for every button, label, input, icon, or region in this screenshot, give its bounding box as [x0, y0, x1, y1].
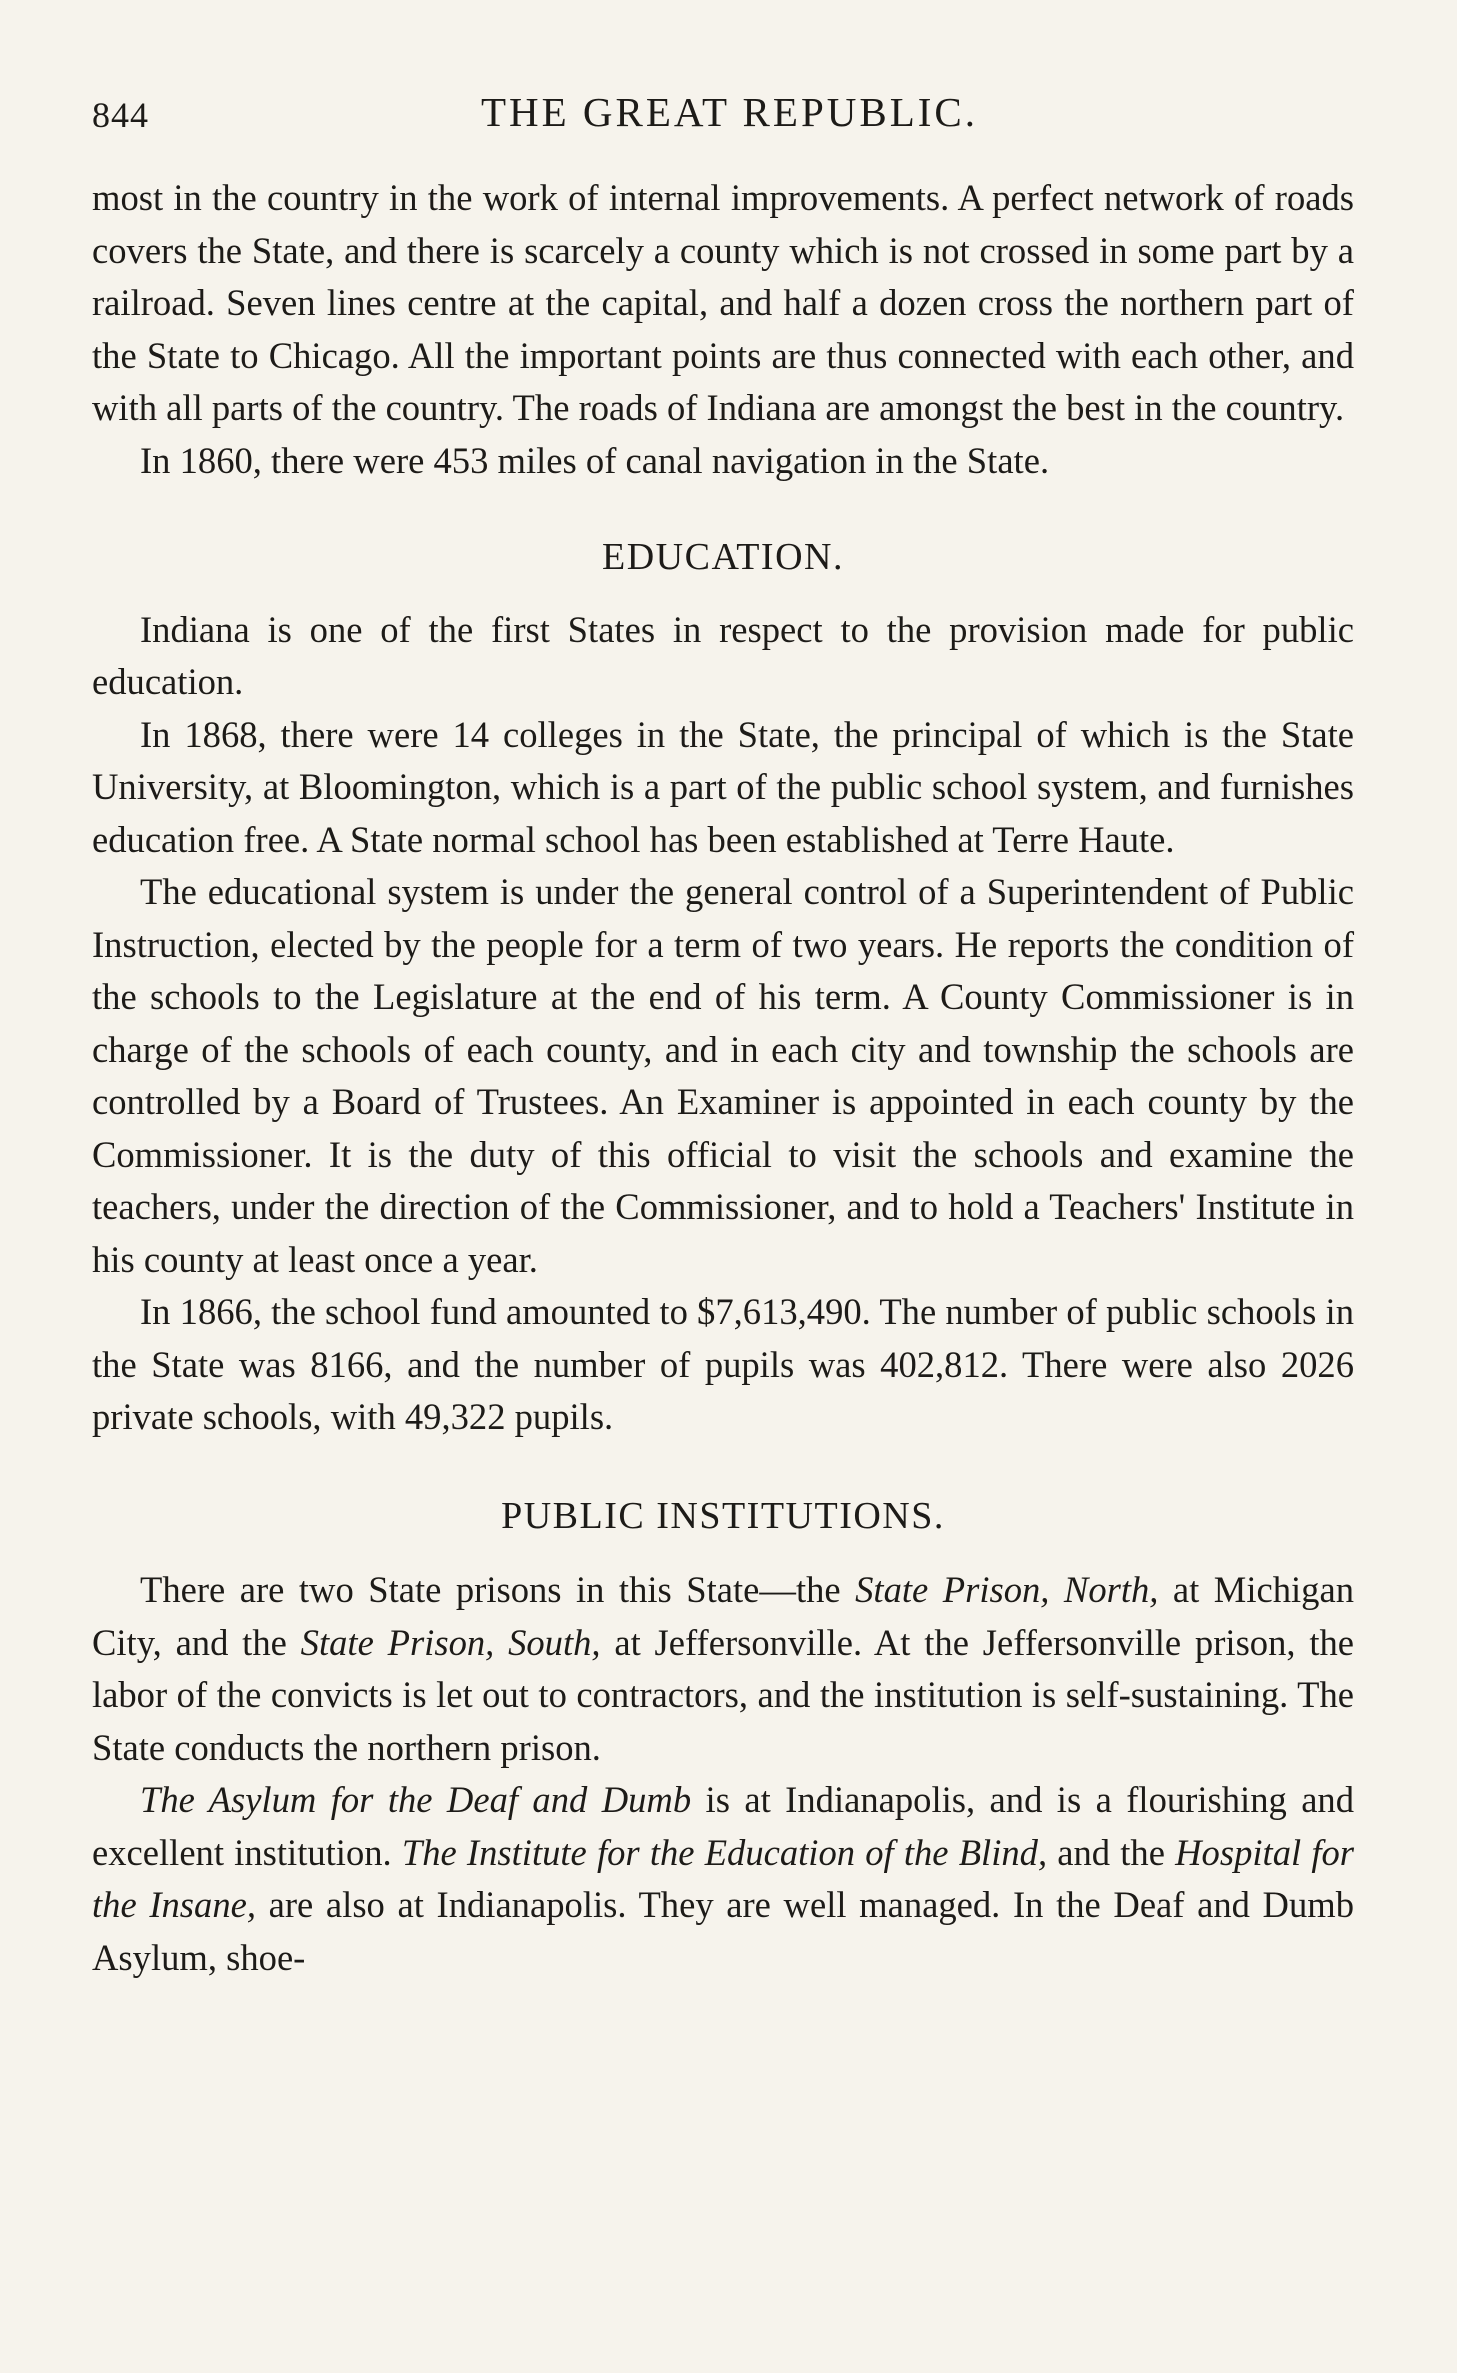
italic-run: The Asylum for the Deaf and Dumb — [140, 1779, 692, 1820]
section-heading-public-institutions: PUBLIC INSTITUTIONS. — [501, 1494, 945, 1537]
text-run: is at Indianapolis, and is a flourishing and excellent institution. — [92, 1779, 1355, 1873]
paragraph: most in the country in the work of internal improvements. A perfect network of roads covers the State, and there is scarcely a county which is not crossed in some part by a railroad. Seven lines centre at the capital, and half a dozen cross the northern part of the State to Chicago. All the important points are thus connected with each other, and with all parts of the country. The roads of Indiana are amongst the best in the country. — [92, 177, 1354, 428]
text-run: and the — [1047, 1831, 1176, 1873]
page-number: 844 — [92, 95, 149, 135]
paragraph: In 1860, there were 453 miles of canal navigation in the State. — [140, 439, 1050, 481]
paragraph — [92, 1564, 1354, 1774]
italic-run: The Institute for the Education of the Blind, — [401, 1831, 1048, 1873]
text-run: at Jeffersonville. At the Jeffersonville prison, the labor of the convicts is let out to contractors, and the institution is self-sustaining. The State conducts the northern prison. — [92, 1621, 1355, 1768]
running-title: THE GREAT REPUBLIC. — [480, 89, 978, 135]
text-run: There are two State prisons in this State—the — [140, 1569, 856, 1610]
running-head — [92, 88, 1367, 140]
text-run: at Michigan City, and the — [92, 1569, 1354, 1663]
italic-run: State Prison, South, — [300, 1621, 601, 1663]
paragraph: In 1866, the school fund amounted to $7,613,490. The number of public schools in the State was 8166, and the number of pupils was 402,812. There were also 2026 private schools, with 49,322 pupils. — [92, 1291, 1354, 1437]
paragraph: In 1868, there were 14 colleges in the State, the principal of which is the State University, at Bloomington, which is a part of the public school system, and furnishes education free. A State normal school has been established at Terre Haute. — [92, 713, 1354, 860]
section-heading-education: EDUCATION. — [602, 536, 844, 578]
text-run: are also at Indianapolis. They are well managed. In the Deaf and Dumb Asylum, shoe- — [92, 1884, 1354, 1978]
italic-run: State Prison, North, — [855, 1569, 1159, 1610]
body-text — [92, 172, 1354, 1984]
paragraph — [92, 1774, 1354, 1984]
paragraph: The educational system is under the general control of a Superintendent of Public Instruction, elected by the people for a term of two years. He reports the condition of the schools to the Legislature at the end of his term. A County Commissioner is in charge of the schools of each county, and in each city and township the schools are controlled by a Board of Trustees. An Examiner is appointed in each county by the Commissioner. It is the duty of this official to visit the schools and examine the teachers, under the direction of the Commissioner, and to hold a Teachers' Institute in his county at least once a year. — [92, 871, 1354, 1280]
italic-run: Hospital for the Insane, — [92, 1831, 1355, 1925]
paragraph: Indiana is one of the first States in respect to the provision made for public education. — [92, 608, 1354, 702]
